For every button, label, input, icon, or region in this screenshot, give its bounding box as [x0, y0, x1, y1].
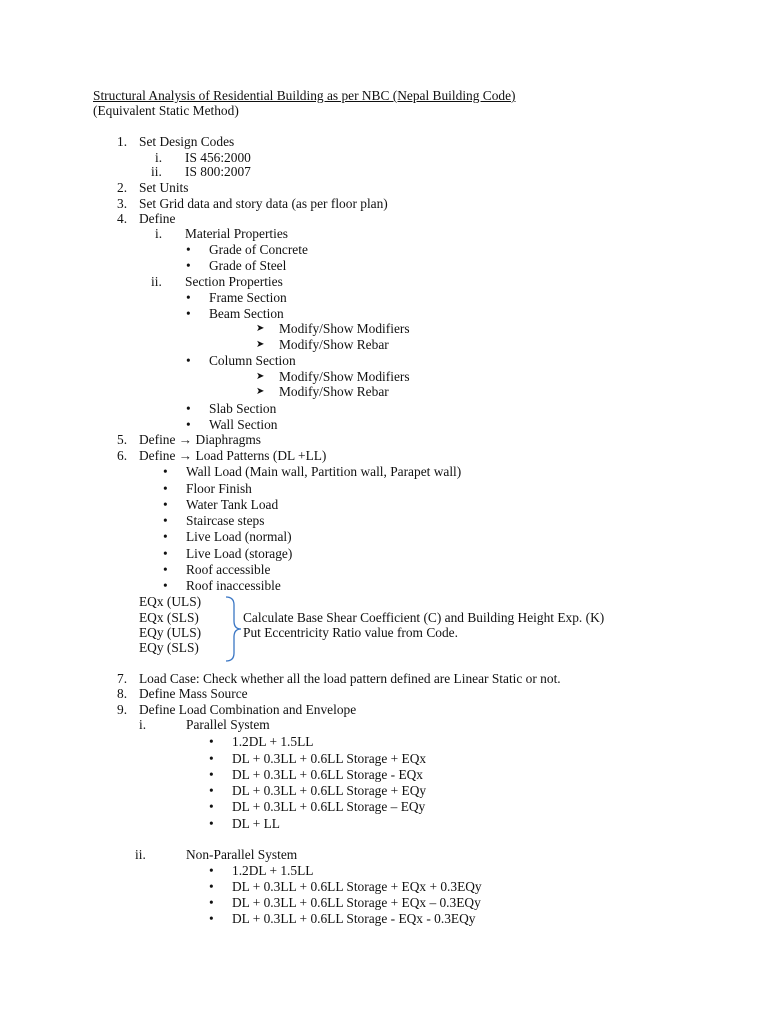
eq-label: EQx (ULS) — [139, 594, 202, 609]
list-item: • DL + 0.3LL + 0.6LL Storage + EQx + 0.3EQy — [232, 879, 482, 895]
list-item: Load Case: Check whether all the load pattern defined are Linear Static or not. — [139, 671, 561, 686]
list-item: Section Properties — [185, 274, 283, 289]
list-item: Define Load Combination and Envelope — [139, 702, 357, 717]
list-item: • Water Tank Load — [186, 497, 278, 513]
list-item: Set Design Codes — [139, 134, 235, 149]
eq-note: Put Eccentricity Ratio value from Code. — [243, 625, 458, 640]
list-item: • Frame Section — [209, 290, 287, 306]
eq-label: EQx (SLS) — [139, 610, 199, 625]
list-item: ➤ Modify/Show Rebar — [279, 337, 389, 353]
list-number: 4. — [117, 211, 128, 226]
list-item: • 1.2DL + 1.5LL — [232, 734, 313, 750]
list-item: • DL + 0.3LL + 0.6LL Storage + EQy — [232, 783, 426, 799]
list-item: • Live Load (normal) — [186, 529, 292, 545]
list-number: 6. — [117, 448, 128, 463]
list-item: • Floor Finish — [186, 481, 252, 497]
list-item: ➤ Modify/Show Rebar — [279, 384, 389, 400]
list-number: 5. — [117, 432, 128, 447]
roman-numeral: i. — [155, 226, 163, 241]
list-item: • Wall Section — [209, 417, 277, 433]
list-item: • DL + 0.3LL + 0.6LL Storage - EQx - 0.3EQy — [232, 911, 475, 927]
eq-label: EQy (ULS) — [139, 625, 202, 640]
list-item: ➤ Modify/Show Modifiers — [279, 369, 410, 385]
list-item: Define — [139, 211, 176, 226]
list-number: 8. — [117, 686, 128, 701]
list-item: • DL + 0.3LL + 0.6LL Storage + EQx — [232, 751, 426, 767]
list-item: • Slab Section — [209, 401, 276, 417]
document-title: Structural Analysis of Residential Building as per NBC (Nepal Building Code) — [93, 88, 516, 103]
list-item: Non-Parallel System — [186, 847, 298, 862]
eq-note: Calculate Base Shear Coefficient (C) and Building Height Exp. (K) — [243, 610, 605, 625]
list-item: Set Units — [139, 180, 189, 195]
list-item: • Wall Load (Main wall, Partition wall, Parapet wall) — [186, 464, 461, 480]
list-number: 3. — [117, 196, 128, 211]
list-item: IS 456:2000 — [185, 150, 251, 165]
list-number: 2. — [117, 180, 128, 195]
list-item: Define → Diaphragms — [139, 432, 261, 447]
list-item: IS 800:2007 — [185, 164, 251, 179]
list-item: • DL + 0.3LL + 0.6LL Storage - EQx — [232, 767, 423, 783]
list-item: • Roof accessible — [186, 562, 270, 578]
curly-brace-icon — [222, 595, 242, 663]
list-item: Material Properties — [185, 226, 288, 241]
list-item: Parallel System — [186, 717, 270, 732]
document-subtitle: (Equivalent Static Method) — [93, 103, 239, 118]
list-number: 1. — [117, 134, 128, 149]
eq-label: EQy (SLS) — [139, 640, 199, 655]
list-item: • Roof inaccessible — [186, 578, 281, 594]
list-item: • Grade of Concrete — [209, 242, 308, 258]
roman-numeral: ii. — [135, 847, 146, 862]
list-item: • 1.2DL + 1.5LL — [232, 863, 313, 879]
list-item: Define → Load Patterns (DL +LL) — [139, 448, 327, 463]
list-item: ➤ Modify/Show Modifiers — [279, 321, 410, 337]
list-item: • DL + 0.3LL + 0.6LL Storage + EQx – 0.3EQy — [232, 895, 481, 911]
roman-numeral: i. — [139, 717, 147, 732]
list-item: Define Mass Source — [139, 686, 248, 701]
list-item: • Staircase steps — [186, 513, 264, 529]
list-item: • Live Load (storage) — [186, 546, 292, 562]
list-item: • DL + LL — [232, 816, 280, 832]
list-item: • Grade of Steel — [209, 258, 286, 274]
list-number: 7. — [117, 671, 128, 686]
roman-numeral: i. — [155, 150, 163, 165]
list-item: Set Grid data and story data (as per floor plan) — [139, 196, 388, 211]
list-number: 9. — [117, 702, 128, 717]
roman-numeral: ii. — [151, 164, 162, 179]
list-item: • DL + 0.3LL + 0.6LL Storage – EQy — [232, 799, 425, 815]
list-item: • Beam Section — [209, 306, 284, 322]
roman-numeral: ii. — [151, 274, 162, 289]
list-item: • Column Section — [209, 353, 296, 369]
